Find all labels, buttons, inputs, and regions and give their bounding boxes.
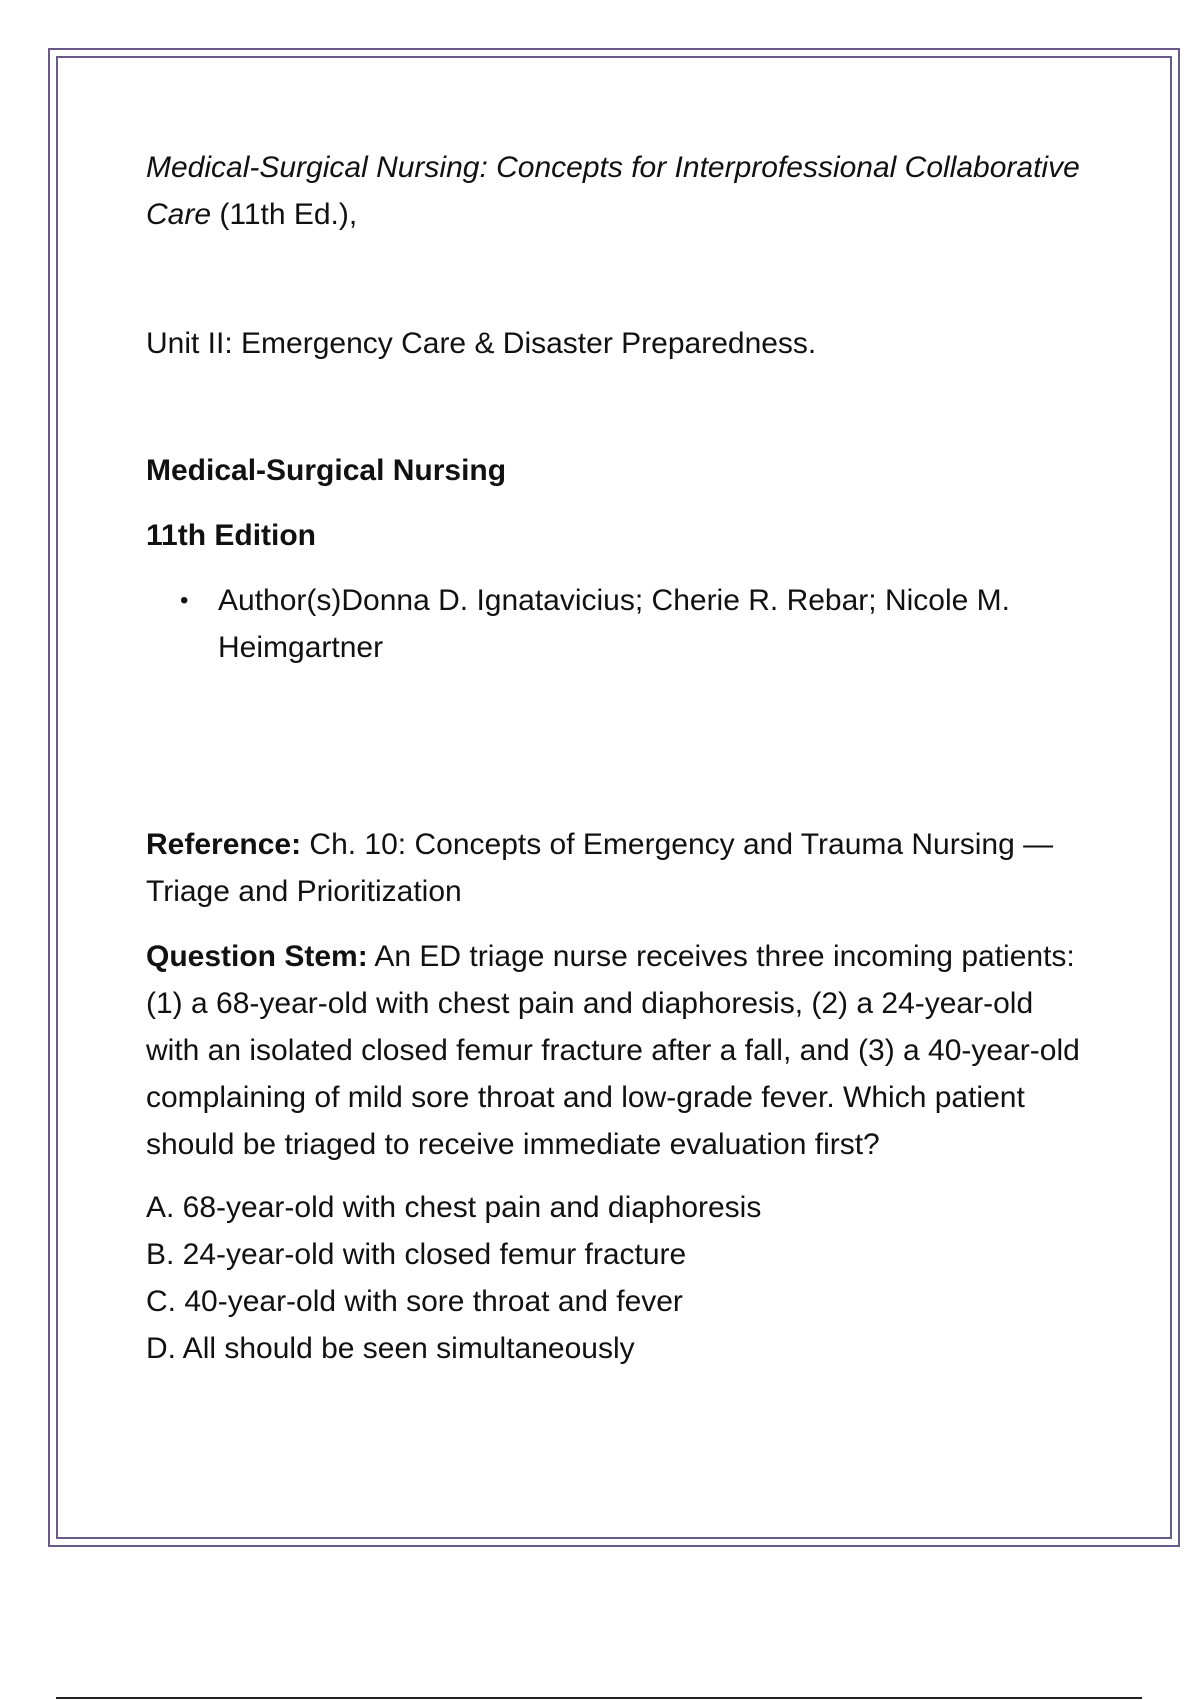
question-label: Question Stem: [146, 940, 368, 973]
citation-title: Medical-Surgical Nursing: Concepts for Interprofessional Collaborative Care [146, 151, 1080, 231]
question-text: An ED triage nurse receives three incoming patients: (1) a 68-year-old with chest pain and diaphoresis, (2) a 24-year-old with an isolated closed femur fracture after a fall, and (3) a 40-year-old complaining of mild sore throat and low-grade fever. Which patient should be triaged to receive immediate evaluation first? [146, 940, 1080, 1161]
question-stem [146, 933, 1086, 1168]
answer-option-a: A. 68-year-old with chest pain and diaphoresis [146, 1191, 762, 1224]
author-list-item [180, 577, 1086, 671]
answer-option-b: B. 24-year-old with closed femur fracture [146, 1238, 687, 1271]
reference-label: Reference: [146, 828, 302, 861]
answer-options [146, 1184, 1086, 1372]
author-list [146, 577, 1086, 671]
citation [146, 144, 1086, 238]
unit-heading: Unit II: Emergency Care & Disaster Preparedness. [146, 327, 817, 360]
document-body [146, 144, 1086, 1372]
reference [146, 821, 1086, 915]
reference-text: Ch. 10: Concepts of Emergency and Trauma Nursing — Triage and Prioritization [146, 828, 1054, 908]
author-names: Author(s)Donna D. Ignatavicius; Cherie R. Rebar; Nicole M. Heimgartner [218, 584, 1010, 664]
footer-divider [56, 1697, 1142, 1699]
book-edition: 11th Edition [146, 519, 317, 552]
citation-edition: (11th Ed.), [211, 198, 358, 231]
answer-option-c: C. 40-year-old with sore throat and fever [146, 1285, 683, 1318]
answer-option-d: D. All should be seen simultaneously [146, 1332, 635, 1365]
bullet-icon: • [180, 587, 189, 614]
book-title: Medical-Surgical Nursing [146, 454, 507, 487]
